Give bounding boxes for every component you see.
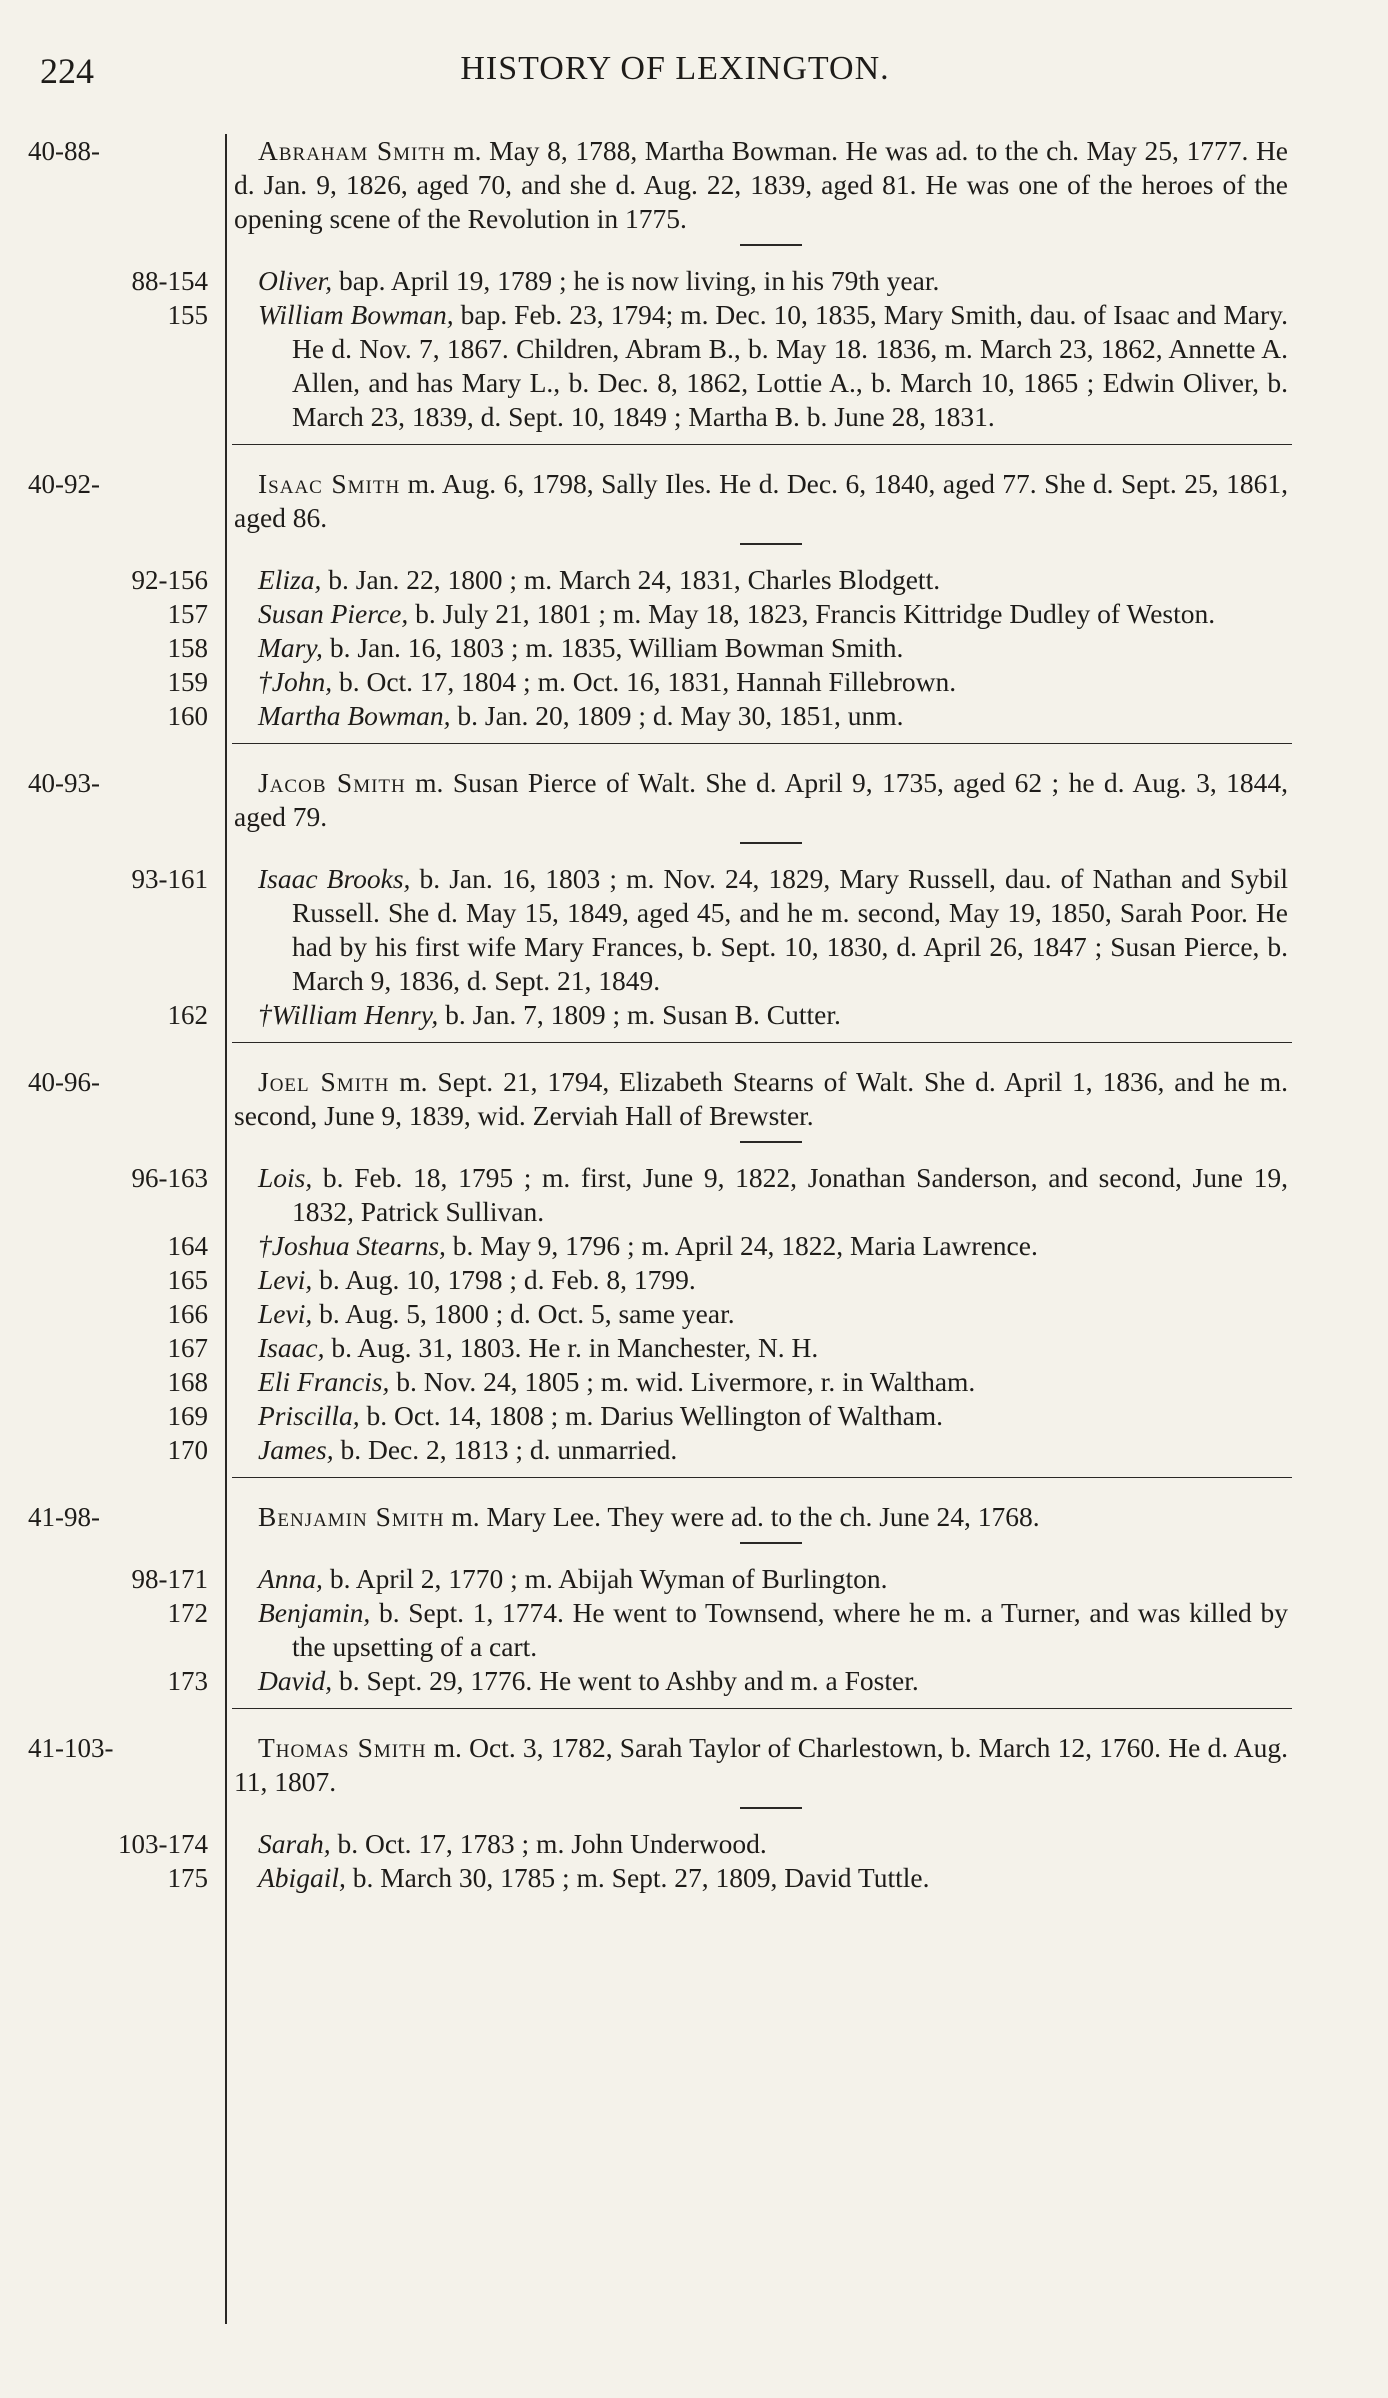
- child-description: b. March 30, 1785 ; m. Sept. 27, 1809, David Tuttle.: [345, 1862, 930, 1893]
- short-divider: [740, 244, 802, 246]
- child-entry: [0, 1399, 1388, 1433]
- child-text: [258, 1664, 1288, 1698]
- family-section: [0, 1731, 1388, 1895]
- child-ref: 164: [167, 1231, 208, 1261]
- child-text: [258, 1861, 1288, 1895]
- child-ref: 98-171: [131, 1564, 208, 1594]
- child-text: [258, 1365, 1288, 1399]
- child-entry: [0, 264, 1388, 298]
- short-divider: [740, 1542, 802, 1544]
- genealogy-content: [0, 134, 1388, 1895]
- family-section: [0, 1065, 1388, 1478]
- child-text: [258, 1229, 1288, 1263]
- child-description: b. Aug. 5, 1800 ; d. Oct. 5, same year.: [312, 1298, 735, 1329]
- child-text: [258, 699, 1288, 733]
- child-ref: 159: [167, 667, 208, 697]
- family-name: Isaac Smith: [258, 468, 401, 499]
- child-name: †John,: [258, 666, 333, 697]
- family-ref: 41-98-: [28, 1502, 100, 1532]
- child-entry: [0, 1229, 1388, 1263]
- child-ref: 170: [167, 1435, 208, 1465]
- child-entry: [0, 1664, 1388, 1698]
- page-header: [40, 50, 1310, 110]
- child-ref: 172: [167, 1598, 208, 1628]
- family-section: [0, 134, 1388, 445]
- section-divider: [232, 743, 1292, 744]
- child-text: [258, 1827, 1288, 1861]
- child-description: b. May 9, 1796 ; m. April 24, 1822, Maria Lawrence.: [445, 1230, 1038, 1261]
- child-name: Levi,: [258, 1264, 313, 1295]
- child-entry: [0, 1161, 1388, 1229]
- family-text: [234, 467, 1288, 535]
- page-number: 224: [40, 51, 94, 91]
- child-text: [258, 1562, 1288, 1596]
- family-text: [234, 134, 1288, 236]
- child-text: [258, 998, 1288, 1032]
- child-name: Martha Bowman,: [258, 700, 451, 731]
- family-head: [0, 766, 1388, 834]
- section-divider: [232, 1042, 1292, 1043]
- child-text: [258, 298, 1288, 434]
- child-description: b. Jan. 22, 1800 ; m. March 24, 1831, Charles Blodgett.: [321, 564, 941, 595]
- child-name: Susan Pierce,: [258, 598, 409, 629]
- child-ref: 93-161: [131, 864, 208, 894]
- child-name: Abigail,: [258, 1862, 346, 1893]
- child-ref: 168: [167, 1367, 208, 1397]
- child-ref: 103-174: [118, 1829, 208, 1859]
- child-description: b. Jan. 7, 1809 ; m. Susan B. Cutter.: [438, 999, 841, 1030]
- child-entry: [0, 597, 1388, 631]
- child-name: Mary,: [258, 632, 323, 663]
- family-ref: 41-103-: [28, 1733, 114, 1763]
- child-text: [258, 1399, 1288, 1433]
- child-text: [258, 862, 1289, 998]
- family-name: Jacob Smith: [258, 767, 406, 798]
- child-description: bap. Feb. 23, 1794; m. Dec. 10, 1835, Mary Smith, dau. of Isaac and Mary. He d. Nov. 7, 1867. Children, Abram B., b. May 18. 1836, m. March 23, 1862, Annette A. Allen, and has Mary L., b. Dec. 8, 1862, Lottie A., b. March 10, 1865 ; Edwin Oliver, b. March 23, 1839, d. Sept. 10, 1849 ; Martha B. b. June 28, 1831.: [292, 299, 1288, 432]
- child-entry: [0, 1263, 1388, 1297]
- child-entry: [0, 631, 1388, 665]
- child-name: Isaac Brooks,: [258, 863, 411, 894]
- child-description: b. April 2, 1770 ; m. Abijah Wyman of Burlington.: [322, 1563, 888, 1594]
- family-head: [0, 1065, 1388, 1133]
- family-name: Abraham Smith: [258, 135, 446, 166]
- child-ref: 157: [167, 599, 208, 629]
- child-description: b. Jan. 20, 1809 ; d. May 30, 1851, unm.: [450, 700, 904, 731]
- child-name: William Bowman,: [258, 299, 454, 330]
- family-section: [0, 467, 1388, 744]
- child-entry: [0, 1596, 1388, 1664]
- short-divider: [740, 543, 802, 545]
- child-text: [258, 563, 1288, 597]
- child-entry: [0, 1827, 1388, 1861]
- child-description: b. Oct. 14, 1808 ; m. Darius Wellington of Waltham.: [359, 1400, 944, 1431]
- child-description: b. Oct. 17, 1783 ; m. John Underwood.: [330, 1828, 767, 1859]
- child-description: bap. April 19, 1789 ; he is now living, in his 79th year.: [332, 265, 940, 296]
- child-name: †William Henry,: [258, 999, 439, 1030]
- child-entry: [0, 1433, 1388, 1467]
- section-divider: [232, 1477, 1292, 1478]
- family-ref: 40-88-: [28, 136, 100, 166]
- child-name: Eliza,: [258, 564, 322, 595]
- family-description: m. Oct. 3, 1782, Sarah Taylor of Charlestown, b. March 12, 1760. He d. Aug. 11, 1807.: [234, 1732, 1289, 1797]
- child-ref: 92-156: [131, 565, 208, 595]
- child-ref: 167: [167, 1333, 208, 1363]
- child-ref: 96-163: [131, 1163, 208, 1193]
- family-name: Thomas Smith: [258, 1732, 427, 1763]
- child-name: Levi,: [258, 1298, 313, 1329]
- family-section: [0, 766, 1388, 1043]
- family-text: [234, 1065, 1288, 1133]
- child-description: b. Feb. 18, 1795 ; m. first, June 9, 1822, Jonathan Sanderson, and second, June 19, 1832, Patrick Sullivan.: [292, 1162, 1288, 1227]
- family-head: [0, 134, 1388, 236]
- child-ref: 173: [167, 1666, 208, 1696]
- child-name: †Joshua Stearns,: [258, 1230, 446, 1261]
- child-text: [258, 1297, 1288, 1331]
- child-description: b. Aug. 31, 1803. He r. in Manchester, N. H.: [324, 1332, 819, 1363]
- child-name: Lois,: [258, 1162, 313, 1193]
- family-description: m. Mary Lee. They were ad. to the ch. June 24, 1768.: [444, 1501, 1040, 1532]
- child-description: b. Jan. 16, 1803 ; m. 1835, William Bowman Smith.: [322, 632, 904, 663]
- child-ref: 160: [167, 701, 208, 731]
- child-name: Isaac,: [258, 1332, 325, 1363]
- child-entry: [0, 1297, 1388, 1331]
- child-ref: 155: [167, 300, 208, 330]
- section-divider: [232, 1708, 1292, 1709]
- family-description: m. May 8, 1788, Martha Bowman. He was ad. to the ch. May 25, 1777. He d. Jan. 9, 1826, aged 70, and she d. Aug. 22, 1839, aged 81. He was one of the heroes of the opening scene of the Revolution in 1775.: [234, 135, 1289, 234]
- family-description: m. Aug. 6, 1798, Sally Iles. He d. Dec. 6, 1840, aged 77. She d. Sept. 25, 1861, aged 86.: [234, 468, 1288, 533]
- child-entry: [0, 699, 1388, 733]
- child-name: James,: [258, 1434, 334, 1465]
- family-name: Joel Smith: [258, 1066, 390, 1097]
- child-entry: [0, 1365, 1388, 1399]
- child-ref: 175: [167, 1863, 208, 1893]
- child-name: David,: [258, 1665, 333, 1696]
- family-head: [0, 1500, 1388, 1534]
- child-ref: 165: [167, 1265, 208, 1295]
- child-name: Priscilla,: [258, 1400, 360, 1431]
- child-text: [258, 631, 1288, 665]
- child-name: Oliver,: [258, 265, 333, 296]
- child-entry: [0, 1861, 1388, 1895]
- child-description: b. Dec. 2, 1813 ; d. unmarried.: [333, 1434, 678, 1465]
- short-divider: [740, 1807, 802, 1809]
- child-description: b. Aug. 10, 1798 ; d. Feb. 8, 1799.: [312, 1264, 696, 1295]
- family-section: [0, 1500, 1388, 1709]
- child-entry: [0, 298, 1388, 434]
- family-ref: 40-96-: [28, 1067, 100, 1097]
- child-description: b. July 21, 1801 ; m. May 18, 1823, Francis Kittridge Dudley of Weston.: [408, 598, 1216, 629]
- family-ref: 40-93-: [28, 768, 100, 798]
- child-entry: [0, 998, 1388, 1032]
- child-ref: 88-154: [131, 266, 208, 296]
- running-title: HISTORY OF LEXINGTON.: [460, 50, 890, 87]
- short-divider: [740, 842, 802, 844]
- child-name: Eli Francis,: [258, 1366, 390, 1397]
- child-text: [258, 1433, 1288, 1467]
- child-description: b. Nov. 24, 1805 ; m. wid. Livermore, r. in Waltham.: [389, 1366, 976, 1397]
- child-ref: 158: [167, 633, 208, 663]
- family-ref: 40-92-: [28, 469, 100, 499]
- child-entry: [0, 862, 1388, 998]
- child-ref: 162: [167, 1000, 208, 1030]
- child-name: Anna,: [258, 1563, 323, 1594]
- family-text: [234, 766, 1288, 834]
- short-divider: [740, 1141, 802, 1143]
- child-text: [258, 264, 1288, 298]
- family-text: [234, 1731, 1288, 1799]
- child-description: b. Sept. 29, 1776. He went to Ashby and m. a Foster.: [332, 1665, 919, 1696]
- child-entry: [0, 1331, 1388, 1365]
- family-description: m. Sept. 21, 1794, Elizabeth Stearns of Walt. She d. April 1, 1836, and he m. second, June 9, 1839, wid. Zerviah Hall of Brewster.: [234, 1066, 1288, 1131]
- family-description: m. Susan Pierce of Walt. She d. April 9, 1735, aged 62 ; he d. Aug. 3, 1844, aged 79.: [234, 767, 1288, 832]
- child-text: [258, 1161, 1288, 1229]
- child-description: b. Oct. 17, 1804 ; m. Oct. 16, 1831, Hannah Fillebrown.: [332, 666, 957, 697]
- family-name: Benjamin Smith: [258, 1501, 445, 1532]
- child-entry: [0, 1562, 1388, 1596]
- child-text: [258, 1596, 1288, 1664]
- section-divider: [232, 444, 1292, 445]
- child-entry: [0, 563, 1388, 597]
- child-text: [258, 597, 1288, 631]
- child-ref: 166: [167, 1299, 208, 1329]
- family-text: [234, 1500, 1288, 1534]
- child-text: [258, 1263, 1288, 1297]
- child-description: b. Sept. 1, 1774. He went to Townsend, where he m. a Turner, and was killed by the upsetting of a cart.: [292, 1597, 1288, 1662]
- family-head: [0, 1731, 1388, 1799]
- child-ref: 169: [167, 1401, 208, 1431]
- child-name: Benjamin,: [258, 1597, 371, 1628]
- child-text: [258, 1331, 1288, 1365]
- child-name: Sarah,: [258, 1828, 331, 1859]
- child-text: [258, 665, 1288, 699]
- family-head: [0, 467, 1388, 535]
- child-entry: [0, 665, 1388, 699]
- child-description: b. Jan. 16, 1803 ; m. Nov. 24, 1829, Mary Russell, dau. of Nathan and Sybil Russell. She d. May 15, 1849, aged 45, and he m. second, May 19, 1850, Sarah Poor. He had by his first wife Mary Frances, b. Sept. 10, 1830, d. April 26, 1847 ; Susan Pierce, b. March 9, 1836, d. Sept. 21, 1849.: [292, 863, 1289, 996]
